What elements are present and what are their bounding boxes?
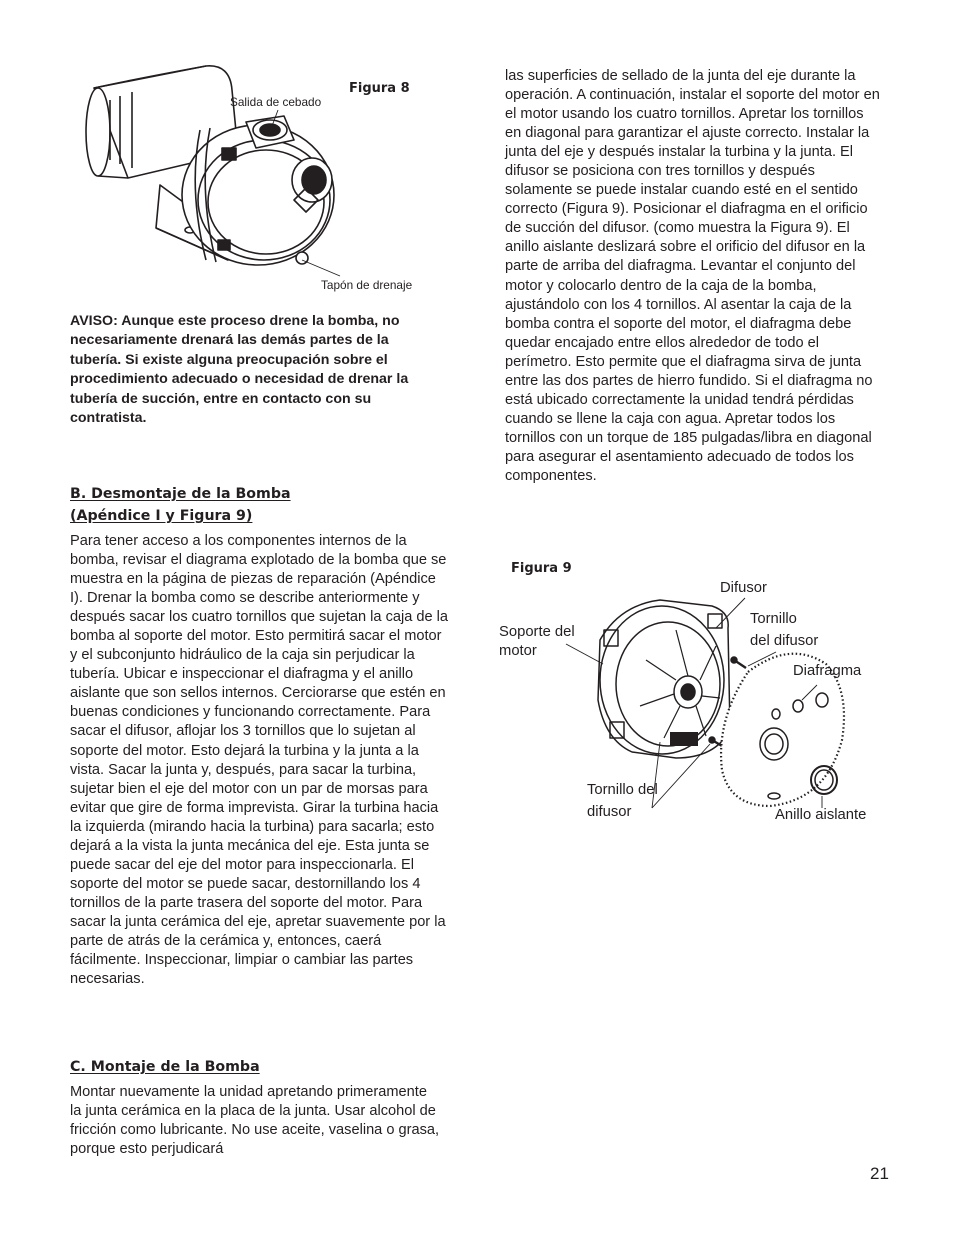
- notice-paragraph: AVISO: Aunque este proceso drene la bomba, no necesariamente drenará las demás partes de la tubería. Si existe alguna preocupación sobre el procedimiento adecuado o necesidad de drenar la tubería de succión, entre en contacto con su contratista.: [70, 313, 409, 427]
- right-column-body: las superficies de sellado de la junta del eje durante la operación. A continuación, instalar el soporte del motor en el motor usando los cuatro tornillos. Apretar los tornillos en diagonal para garantizar el ajuste correcto. Instalar la junta del eje y después instalar la turbina y la junta. El difusor se posiciona con tres tornillos y después solamente se puede instalar cuando esté en el sentido correcto (Figura 9). Posicionar el diafragma en el orificio de succión del difusor. (como muestra la Figura 9). El anillo aislante deslizará sobre el orificio del difusor en la parte de arriba del diafragma. Levantar el conjunto del motor y colocarlo dentro de la caja de la bomba, ajustándolo con los 4 tornillos. Al asentar la caja de la bomba contra el soporte del motor, el diafragma debe quedar encajado entre ellos alrededor de todo el perímetro. Esto permite que el diafragma sirva de junta entre las dos partes de hierro fundido. Si el diafragma no está ubicado correctamente la unidad tendrá pérdidas cuando se llene la caja con agua. Apretar todos los tornillos con un torque de 185 pulgadas/libra en diagonal para asegurar el asentamiento adecuado de todos los componentes.: [505, 68, 880, 484]
- figure-8-callout-priming-outlet: Salida de cebado: [230, 95, 322, 109]
- section-b-heading-line2: (Apéndice I y Figura 9): [70, 508, 253, 524]
- page-number: 21: [870, 1164, 889, 1183]
- figure-8-callout-drain-plug: Tapón de drenaje: [321, 278, 413, 292]
- callout-tornillo-difusor-bottom-line1: Tornillo del: [587, 782, 658, 798]
- section-c-body: Montar nuevamente la unidad apretando primeramente la junta cerámica en la placa de la junta. Usar alcohol de fricción como lubricante. No use aceite, vaselina o grasa, porque esto perjudicará: [70, 1084, 440, 1158]
- callout-tornillo-difusor-top-line1: Tornillo: [750, 611, 797, 627]
- callout-diafragma: Diafragma: [793, 663, 862, 679]
- callout-anillo-aislante: Anillo aislante: [775, 807, 867, 823]
- callout-soporte-motor-line1: Soporte del: [499, 624, 575, 640]
- callout-tornillo-difusor-bottom-line2: difusor: [587, 804, 632, 820]
- callout-soporte-motor-line2: motor: [499, 643, 537, 659]
- section-b-body: Para tener acceso a los componentes internos de la bomba, revisar el diagrama explotado de la bomba que se muestra en la página de piezas de reparación (Apéndice I). Drenar la bomba como se describe anteriormente y después sacar los cuatro tornillos que sujetan la caja de la bomba al soporte del motor. Esto permitirá sacar el motor y el subconjunto hidráulico de la caja sin perjudicar la tubería. Ubicar e inspeccionar el diafragma y el anillo aislante que son sellos internos. Cerciorarse que estén en buenas condiciones y funcionando correctamente. Para sacar el difusor, aflojar los 3 tornillos que lo sujetan al soporte del motor. Esto dejará la turbina y la junta a la vista. Sacar la junta y, después, para sacar la turbina, sujetar bien el eje del motor con un par de morsas para evitar que gire de forma imprevista. Girar la turbina hacia la izquierda (mirando hacia la turbina) para sacarla; esto dejará a la vista la junta mecánica del eje. Esta junta se puede sacar del eje del motor para inspeccionarla. El soporte del motor se puede sacar, destornillando los 4 tornillos de la parte trasera del soporte del motor. Para sacar la junta cerámica del eje, apretar suavemente por la parte de atrás de la cerámica y, entonces, caerá fácilmente. Inspeccionar, limpiar o cambiar las partes necesarias.: [70, 533, 449, 988]
- section-b-heading-line1: B. Desmontaje de la Bomba: [70, 486, 291, 502]
- callout-difusor: Difusor: [720, 580, 767, 596]
- figure-9-label: Figura 9: [511, 561, 572, 576]
- callout-tornillo-difusor-top-line2: del difusor: [750, 633, 819, 649]
- section-c-heading: C. Montaje de la Bomba: [70, 1059, 260, 1075]
- figure-8-label: Figura 8: [349, 81, 410, 96]
